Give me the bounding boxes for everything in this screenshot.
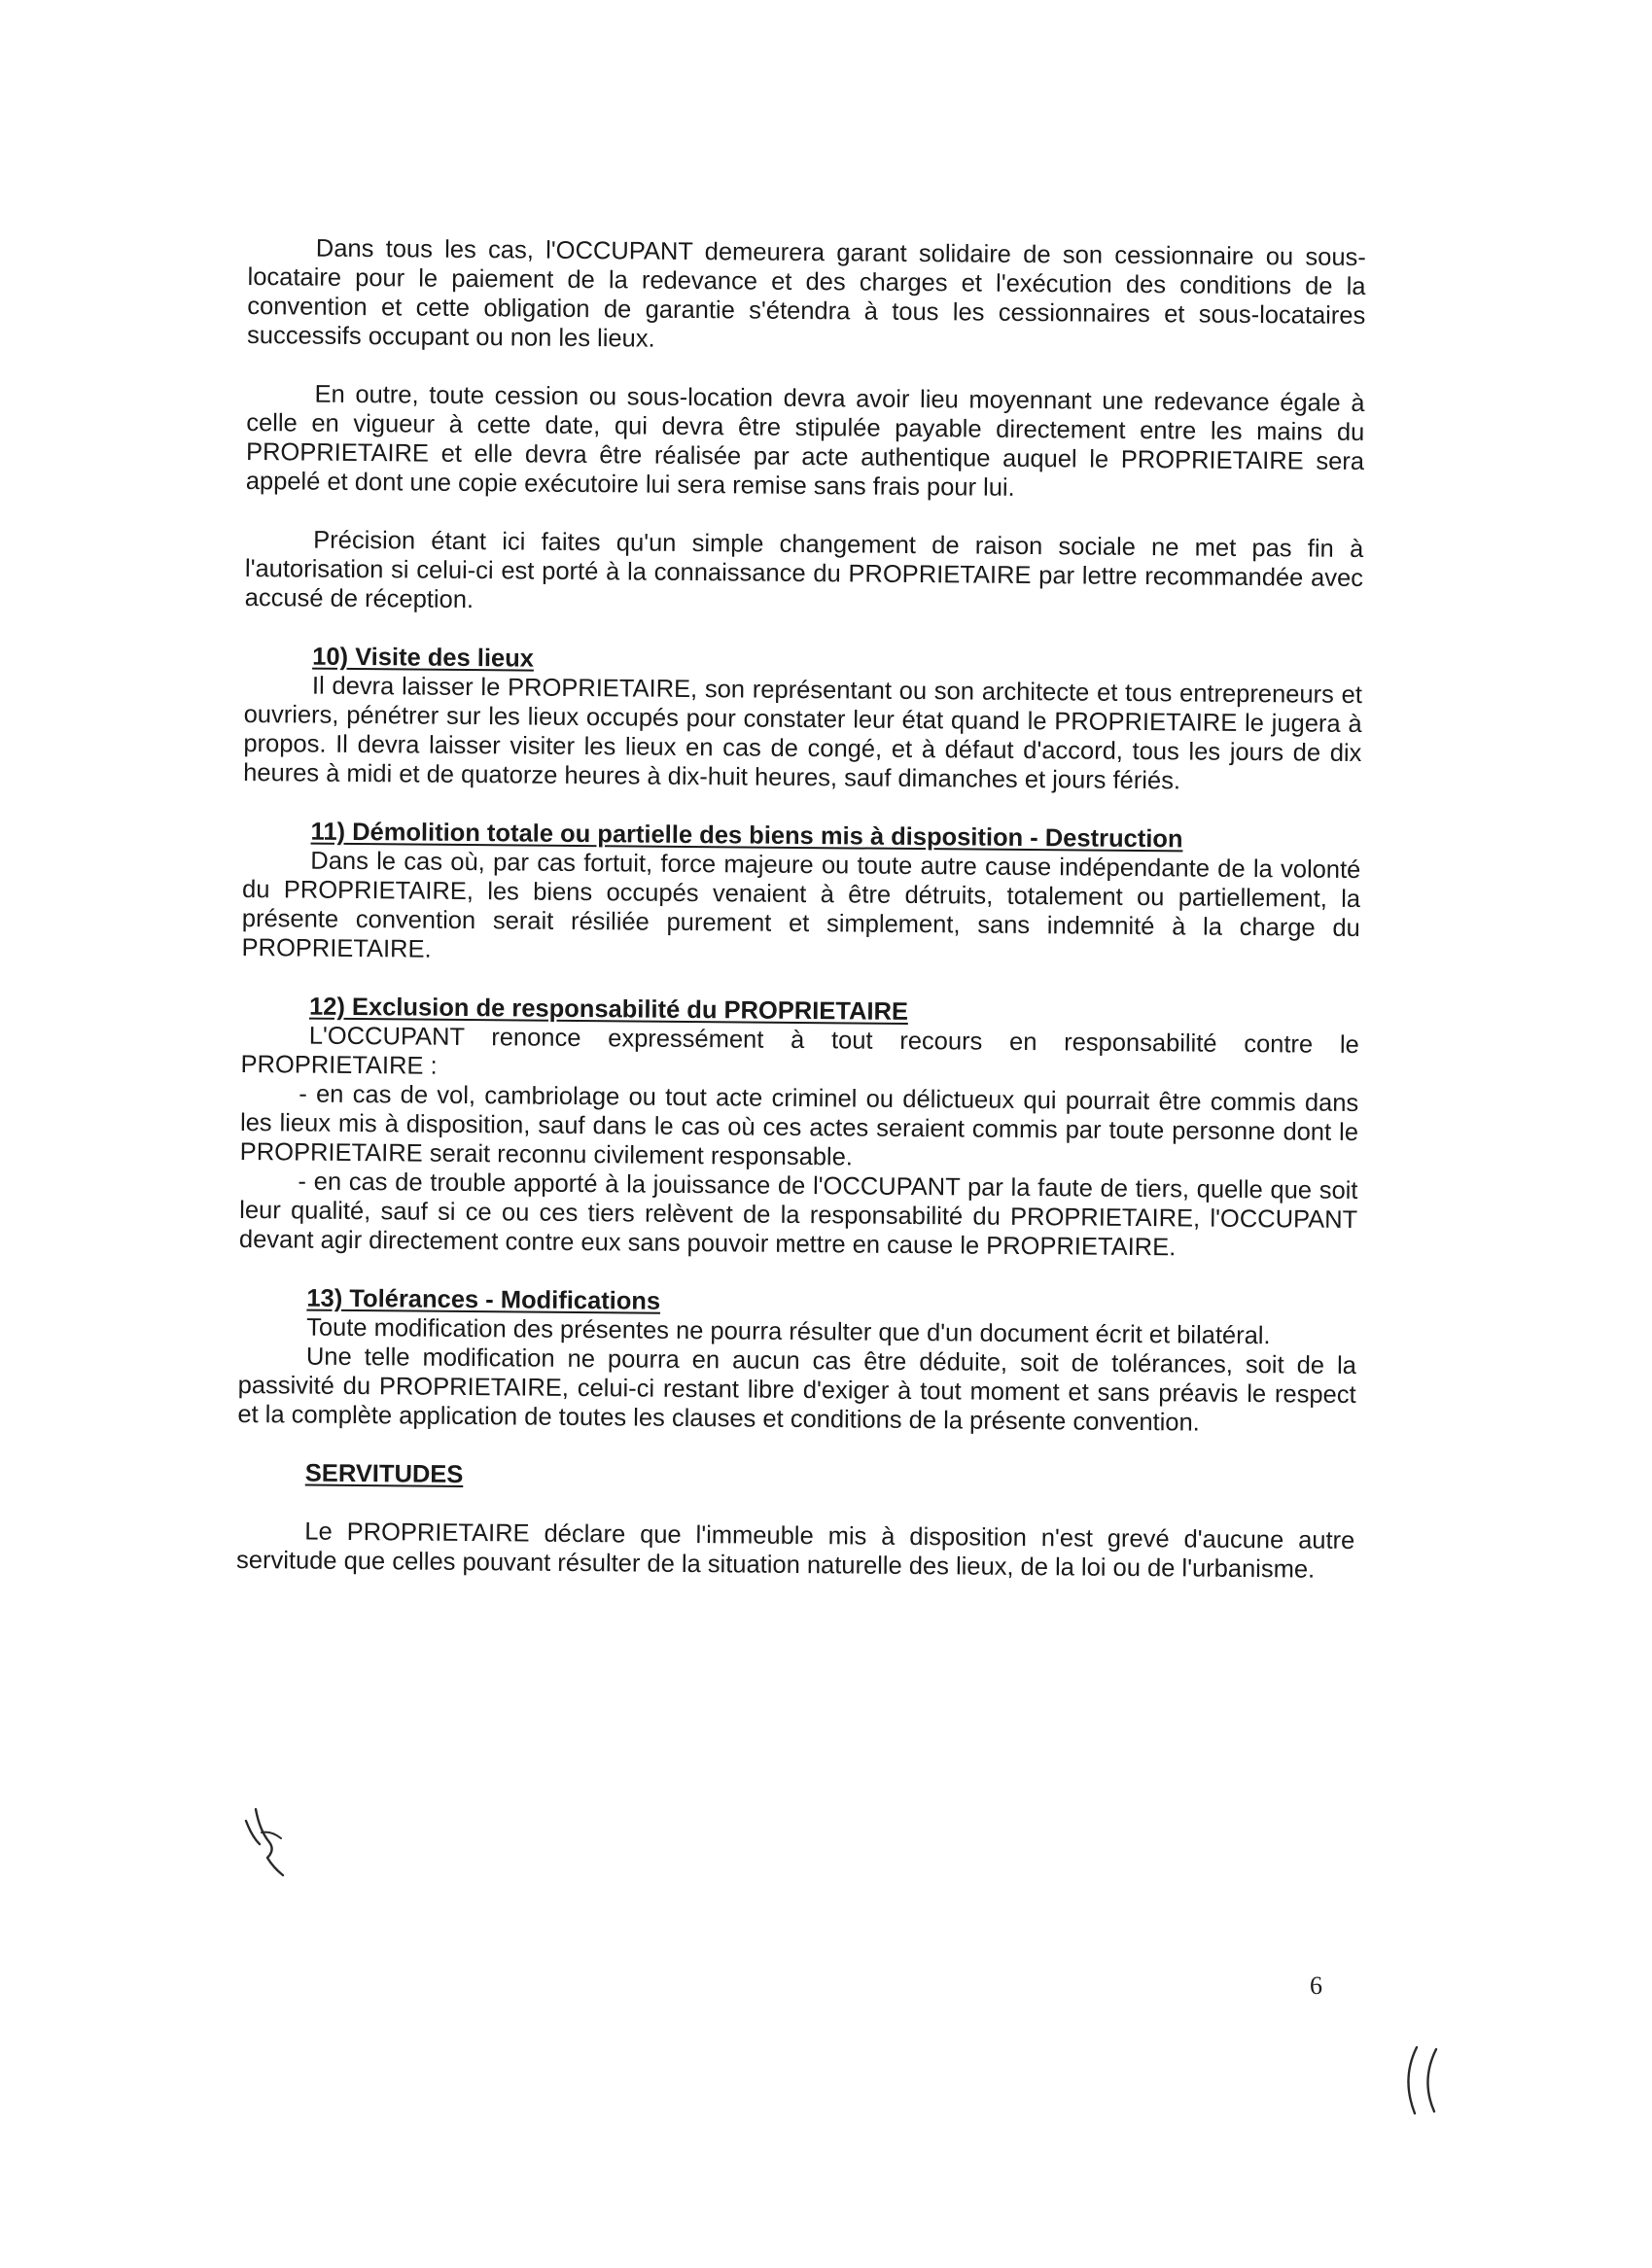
handwritten-mark-icon <box>1395 2041 1454 2119</box>
section-10-text: Il devra laisser le PROPRIETAIRE, son représentant ou son architecte et tous entrepreneurs et ouvriers, pénétrer sur les lieux occupés pour constater leur état quand le PROPRIETAIRE le jugera à propos. Il devra laisser visiter les lieux en cas de congé, et à défaut d'accord, tous les jours de dix heures à midi et de quatorze heures à dix-huit heures, sauf dimanches et jours fériés. <box>243 672 1363 795</box>
handwritten-initials-icon <box>238 1803 306 1881</box>
section-12-item-2: - en cas de trouble apporté à la jouissance de l'OCCUPANT par la faute de tiers, quelle que soit leur qualité, sauf si ce ou ces tiers relèvent de la responsabilité du PROPRIETAIRE, l'OCCUPANT devant agir directement contre eux sans pouvoir mettre en cause le PROPRIETAIRE. <box>238 1168 1358 1262</box>
section-13-text-2: Une telle modification ne pourra en aucun cas être déduite, soit de tolérances, soit de la passivité du PROPRIETAIRE, celui-ci restant libre d'exiger à tout moment et sans préavis le respect et la complète application de toutes les clauses et conditions de la présente convention. <box>237 1343 1356 1437</box>
section-12-intro: L'OCCUPANT renonce expressément à tout recours en responsabilité contre le PROPRIETAIRE : <box>240 1022 1359 1080</box>
servitudes-heading: SERVITUDES <box>304 1459 464 1488</box>
section-13-heading: 13) Tolérances - Modifications <box>306 1284 661 1315</box>
servitudes-text: Le PROPRIETAIRE déclare que l'immeuble mis à disposition n'est grevé d'aucune autre servitude que celles pouvant résulter de la situation naturelle des lieux, de la loi ou de l'urbanisme. <box>235 1518 1355 1584</box>
section-10-heading: 10) Visite des lieux <box>312 643 535 673</box>
section-13-text-1: Toute modification des présentes ne pourra résulter que d'un document écrit et bilatéral. <box>306 1313 1271 1350</box>
section-11-text: Dans le cas où, par cas fortuit, force majeure ou toute autre cause indépendante de la volonté du PROPRIETAIRE, les biens occupés venaient à être détruits, totalement ou partiellement, la présente convention serait résiliée purement et simplement, sans indemnité à la charge du PROPRIETAIRE. <box>241 847 1361 963</box>
section-12-heading: 12) Exclusion de responsabilité du PROPRIETAIRE <box>308 993 909 1026</box>
document-body <box>236 233 1366 1585</box>
paragraph-precision: Précision étant ici faites qu'un simple changement de raison sociale ne met pas fin à l'autorisation si celui-ci est porté à la connaissance du PROPRIETAIRE par lettre recommandée avec accusé de réception. <box>244 526 1364 614</box>
page-number: 6 <box>1310 1971 1322 2000</box>
paragraph-cession: En outre, toute cession ou sous-location devra avoir lieu moyennant une redevance égale à celle en vigueur à cette date, qui devra être stipulée payable directement entre les mains du PROPRIETAIRE et elle devra être réalisée par acte authentique auquel le PROPRIETAIRE sera appelé et dont une copie exécutoire lui sera remise sans frais pour lui. <box>245 380 1365 502</box>
section-12-item-1: - en cas de vol, cambriolage ou tout acte criminel ou délictueux qui pourrait être commis dans les lieux mis à disposition, sauf dans le cas où ces actes seraient commis par toute personne dont le PROPRIETAIRE serait reconnu civilement responsable. <box>239 1080 1359 1171</box>
paragraph-guarantee: Dans tous les cas, l'OCCUPANT demeurera garant solidaire de son cessionnaire ou sous-locataire pour le paiement de la redevance et des charges et l'exécution des conditions de la convention et cette obligation de garantie s'étendra à tous les cessionnaires et sous-locataires successifs occupant ou non les lieux. <box>246 234 1366 353</box>
section-11-heading: 11) Démolition totale ou partielle des biens mis à disposition - Destruction <box>310 818 1183 854</box>
